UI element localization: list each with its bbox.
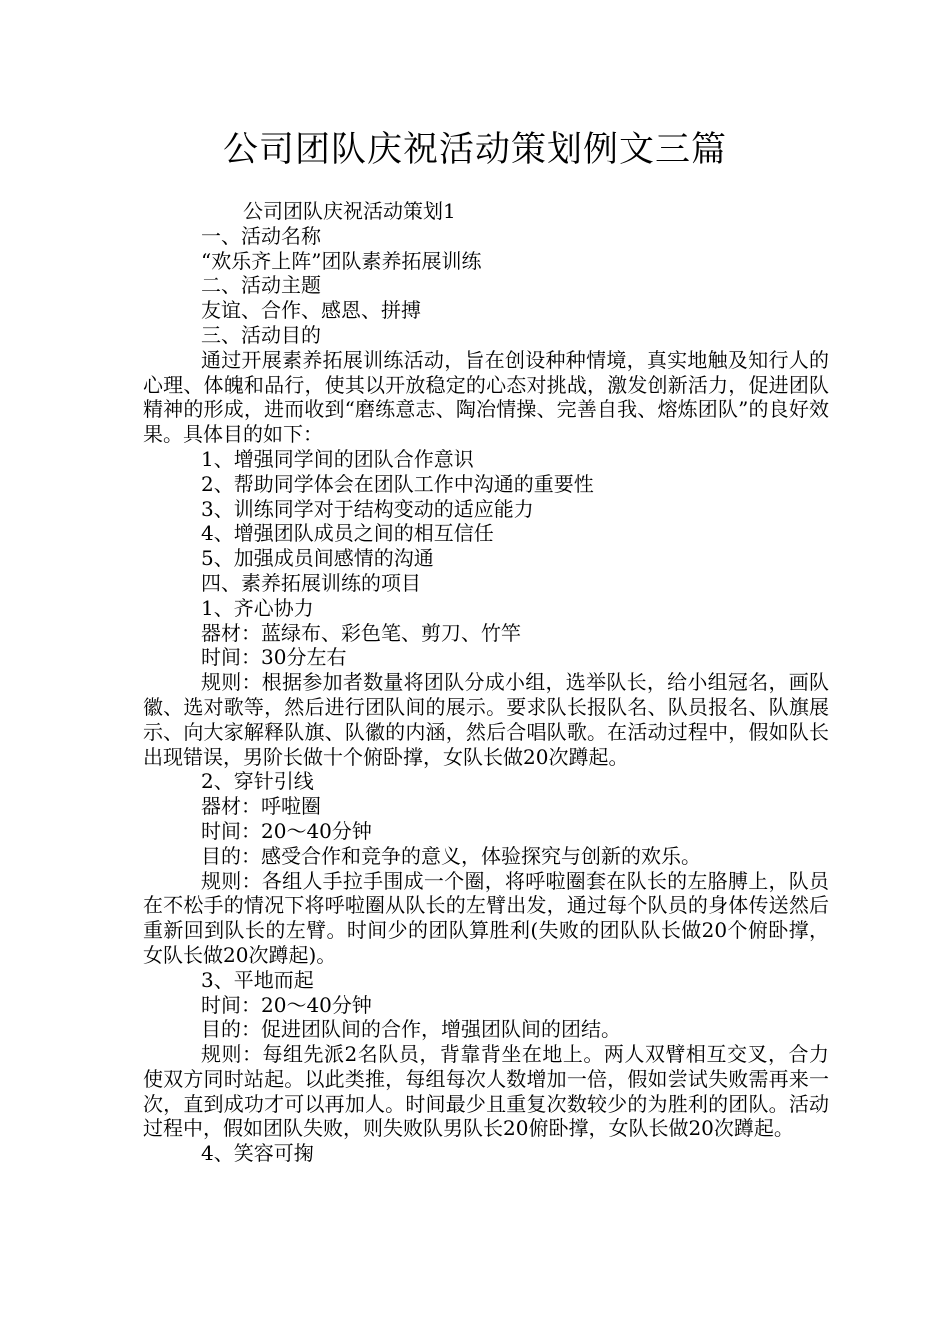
activity-name: 2、穿针引线 [201,769,314,794]
activity-rules: 规则：每组先派2名队员，背靠背坐在地上。两人双臂相互交叉，合力使双方同时站起。以此类推，每组每次人数增加一倍，假如尝试失败需再来一次，直到成功才可以再加人。时间最少且重复次数较少的为胜利的团队。活动过程中，假如团队失败，则失败队男队长20俯卧撑，女队长做20次蹲起。 [143,1042,829,1141]
activity-time: 时间：30分左右 [201,645,347,670]
goal-item: 2、帮助同学体会在团队工作中沟通的重要性 [201,471,594,496]
activity-purpose: 目的：促进团队间的合作，增强团队间的团结。 [201,1017,621,1042]
text-line: “欢乐齐上阵”团队素养拓展训练 [201,248,482,273]
text-line: 友谊、合作、感恩、拼搏 [201,298,421,323]
activity-name: 4、笑容可掬 [201,1141,314,1166]
purpose-paragraph: 通过开展素养拓展训练活动，旨在创设种种情境，真实地触及知行人的心理、体魄和品行，使其以开放稳定的心态对挑战，激发创新活力，促进团队精神的形成，进而收到“磨练意志、陶冶情操、完善自我、熔炼团队”的良好效果。具体目的如下： [143,347,829,447]
activity-equipment: 器材：蓝绿布、彩色笔、剪刀、竹竿 [201,620,521,645]
activity-name: 3、平地而起 [201,967,314,992]
goal-item: 1、增强同学间的团队合作意识 [201,446,474,471]
document-body [143,199,829,1166]
activity-rules: 规则：各组人手拉手围成一个圈，将呼啦圈套在队长的左胳膊上，队员在不松手的情况下将呼啦圈从队长的左臂出发，通过每个队员的身体传送然后重新回到队长的左臂。时间少的团队算胜利(失败的团队队长做20个俯卧撑，女队长做20次蹲起)。 [143,868,829,967]
activity-name: 1、齐心协力 [201,595,314,620]
text-line: 二、活动主题 [201,273,321,298]
goal-item: 3、训练同学对于结构变动的适应能力 [201,496,534,521]
activity-equipment: 器材：呼啦圈 [201,794,321,819]
goal-item: 4、增强团队成员之间的相互信任 [201,521,494,546]
text-line: 三、活动目的 [201,322,321,347]
section-heading: 四、素养拓展训练的项目 [201,570,421,595]
text-line: 一、活动名称 [201,223,321,248]
activity-time: 时间：20～40分钟 [201,992,372,1017]
activity-purpose: 目的：感受合作和竞争的意义，体验探究与创新的欢乐。 [201,843,701,868]
section-heading: 公司团队庆祝活动策划1 [243,199,456,223]
document-title: 公司团队庆祝活动策划例文三篇 [222,130,727,170]
goal-item: 5、加强成员间感情的沟通 [201,546,434,571]
activity-time: 时间：20～40分钟 [201,818,372,843]
activity-rules: 规则：根据参加者数量将团队分成小组，选举队长，给小组冠名，画队徽、选对歌等，然后进行团队间的展示。要求队长报队名、队员报名、队旗展示、向大家解释队旗、队徽的内涵，然后合唱队歌。在活动过程中，假如队长出现错误，男阶长做十个俯卧撑，女队长做20次蹲起。 [143,670,829,769]
